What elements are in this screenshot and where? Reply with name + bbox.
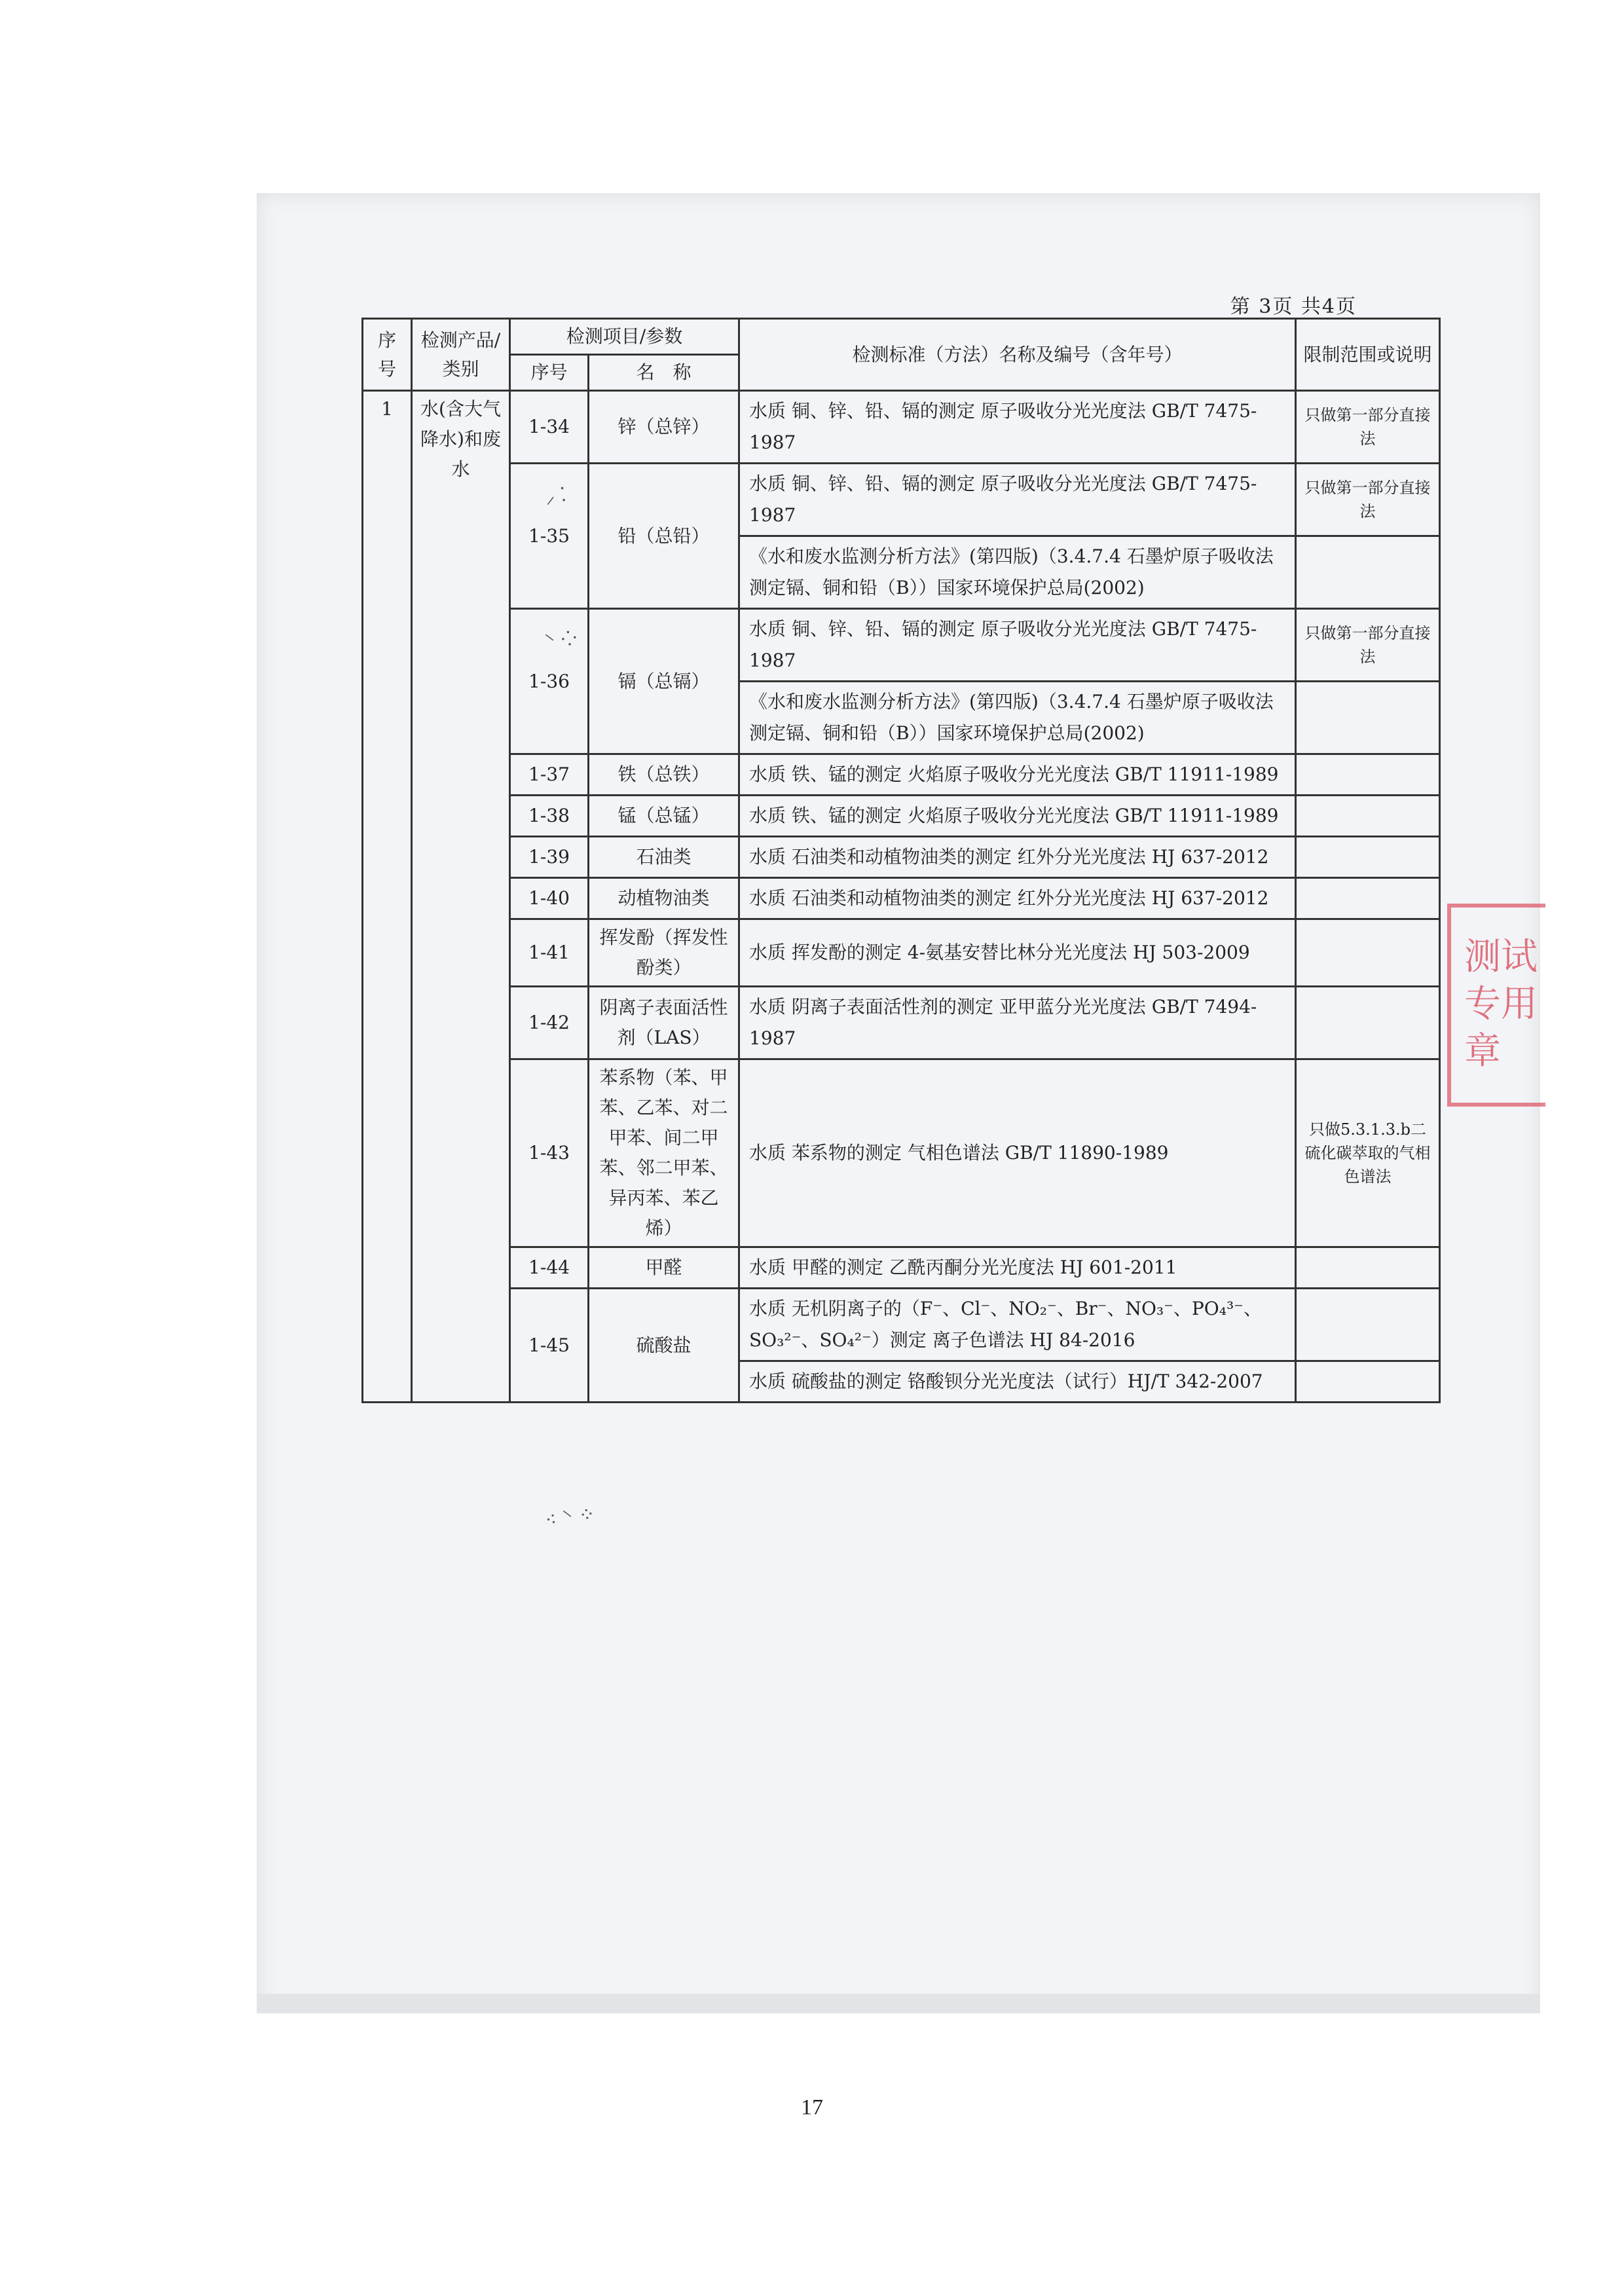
standard-cell: 水质 挥发酚的测定 4-氨基安替比林分光光度法 HJ 503-2009	[739, 919, 1296, 987]
item-seq: 1-37	[510, 754, 589, 796]
table-row	[363, 919, 1440, 987]
header-limit: 限制范围或说明	[1296, 319, 1440, 391]
header-seq: 序号	[363, 319, 412, 391]
group-seq: 1	[363, 391, 412, 1403]
limit-note: 只做第一部分直接法	[1296, 609, 1440, 682]
table-row	[363, 609, 1440, 682]
table-header-row	[363, 319, 1440, 355]
limit-note: 只做5.3.1.3.b二硫化碳萃取的气相色谱法	[1296, 1059, 1440, 1247]
page-number: 17	[801, 2095, 823, 2120]
header-category: 检测产品/类别	[412, 319, 510, 391]
limit-note	[1296, 682, 1440, 754]
table-row	[363, 1247, 1440, 1289]
table-row	[363, 464, 1440, 536]
page-indicator: 第 3页 共4页	[1230, 295, 1357, 318]
group-category: 水(含大气降水)和废水	[412, 391, 510, 1403]
standard-cell: 水质 铜、锌、铅、镉的测定 原子吸收分光光度法 GB/T 7475-1987	[739, 391, 1296, 464]
table-row	[363, 987, 1440, 1059]
table-row	[363, 754, 1440, 796]
limit-note	[1296, 1361, 1440, 1403]
standard-cell: 水质 甲醛的测定 乙酰丙酮分光光度法 HJ 601-2011	[739, 1247, 1296, 1289]
margin-mark: ⁖ ⸌ ⁘	[544, 1502, 597, 1533]
limit-note	[1296, 1289, 1440, 1361]
item-name: 石油类	[589, 837, 739, 878]
standard-cell: 水质 铜、锌、铅、镉的测定 原子吸收分光光度法 GB/T 7475-1987	[739, 464, 1296, 536]
limit-note	[1296, 919, 1440, 987]
item-seq: 1-42	[510, 987, 589, 1059]
header-items-group: 检测项目/参数	[510, 319, 739, 355]
item-name: 铁（总铁）	[589, 754, 739, 796]
standard-cell: 水质 无机阴离子的（F⁻、Cl⁻、NO₂⁻、Br⁻、NO₃⁻、PO₄³⁻、SO₃²⁻、SO₄²⁻）测定 离子色谱法 HJ 84-2016	[739, 1289, 1296, 1361]
limit-note	[1296, 987, 1440, 1059]
item-name: 苯系物（苯、甲苯、乙苯、对二甲苯、间二甲苯、邻二甲苯、异丙苯、苯乙烯）	[589, 1059, 739, 1247]
table-row	[363, 878, 1440, 919]
red-stamp	[1447, 904, 1545, 1107]
limit-note	[1296, 796, 1440, 837]
margin-mark: ⸝ ⁚	[543, 483, 567, 509]
standard-cell: 水质 铁、锰的测定 火焰原子吸收分光光度法 GB/T 11911-1989	[739, 796, 1296, 837]
table-row	[363, 391, 1440, 464]
item-seq: 1-38	[510, 796, 589, 837]
test-items-table	[361, 318, 1441, 1403]
table-row	[363, 1059, 1440, 1247]
item-seq: 1-40	[510, 878, 589, 919]
standard-cell: 《水和废水监测分析方法》(第四版)（3.4.7.4 石墨炉原子吸收法测定镉、铜和铅（B））国家环境保护总局(2002)	[739, 536, 1296, 609]
table-row	[363, 796, 1440, 837]
item-seq: 1-41	[510, 919, 589, 987]
item-seq: 1-34	[510, 391, 589, 464]
item-name: 挥发酚（挥发性酚类）	[589, 919, 739, 987]
standard-cell: 水质 铜、锌、铅、镉的测定 原子吸收分光光度法 GB/T 7475-1987	[739, 609, 1296, 682]
item-name: 镉（总镉）	[589, 609, 739, 754]
scan-edge	[257, 1994, 1540, 2013]
item-seq: 1-35	[510, 464, 589, 609]
table-row	[363, 1289, 1440, 1361]
item-name: 硫酸盐	[589, 1289, 739, 1403]
limit-note: 只做第一部分直接法	[1296, 391, 1440, 464]
header-item-name: 名 称	[589, 355, 739, 391]
item-seq: 1-39	[510, 837, 589, 878]
item-name: 甲醛	[589, 1247, 739, 1289]
standard-cell: 水质 铁、锰的测定 火焰原子吸收分光光度法 GB/T 11911-1989	[739, 754, 1296, 796]
header-standard: 检测标准（方法）名称及编号（含年号）	[739, 319, 1296, 391]
standard-cell: 水质 苯系物的测定 气相色谱法 GB/T 11890-1989	[739, 1059, 1296, 1247]
item-seq: 1-44	[510, 1247, 589, 1289]
item-name: 动植物油类	[589, 878, 739, 919]
limit-note	[1296, 536, 1440, 609]
margin-mark: ⸌ ⁘	[544, 626, 579, 654]
item-seq: 1-36	[510, 609, 589, 754]
limit-note	[1296, 1247, 1440, 1289]
standard-cell: 水质 阴离子表面活性剂的测定 亚甲蓝分光光度法 GB/T 7494-1987	[739, 987, 1296, 1059]
item-name: 铅（总铅）	[589, 464, 739, 609]
stamp-text: 测试专用章	[1464, 936, 1538, 1073]
item-seq: 1-45	[510, 1289, 589, 1403]
limit-note	[1296, 878, 1440, 919]
item-name: 锌（总锌）	[589, 391, 739, 464]
standard-cell: 《水和废水监测分析方法》(第四版)（3.4.7.4 石墨炉原子吸收法测定镉、铜和铅（B））国家环境保护总局(2002)	[739, 682, 1296, 754]
item-seq: 1-43	[510, 1059, 589, 1247]
scanned-page	[257, 193, 1540, 2013]
limit-note: 只做第一部分直接法	[1296, 464, 1440, 536]
standard-cell: 水质 石油类和动植物油类的测定 红外分光光度法 HJ 637-2012	[739, 878, 1296, 919]
standard-cell: 水质 硫酸盐的测定 铬酸钡分光光度法（试行）HJ/T 342-2007	[739, 1361, 1296, 1403]
limit-note	[1296, 754, 1440, 796]
item-name: 锰（总锰）	[589, 796, 739, 837]
header-item-seq: 序号	[510, 355, 589, 391]
item-name: 阴离子表面活性剂（LAS）	[589, 987, 739, 1059]
standard-cell: 水质 石油类和动植物油类的测定 红外分光光度法 HJ 637-2012	[739, 837, 1296, 878]
table-row	[363, 837, 1440, 878]
limit-note	[1296, 837, 1440, 878]
